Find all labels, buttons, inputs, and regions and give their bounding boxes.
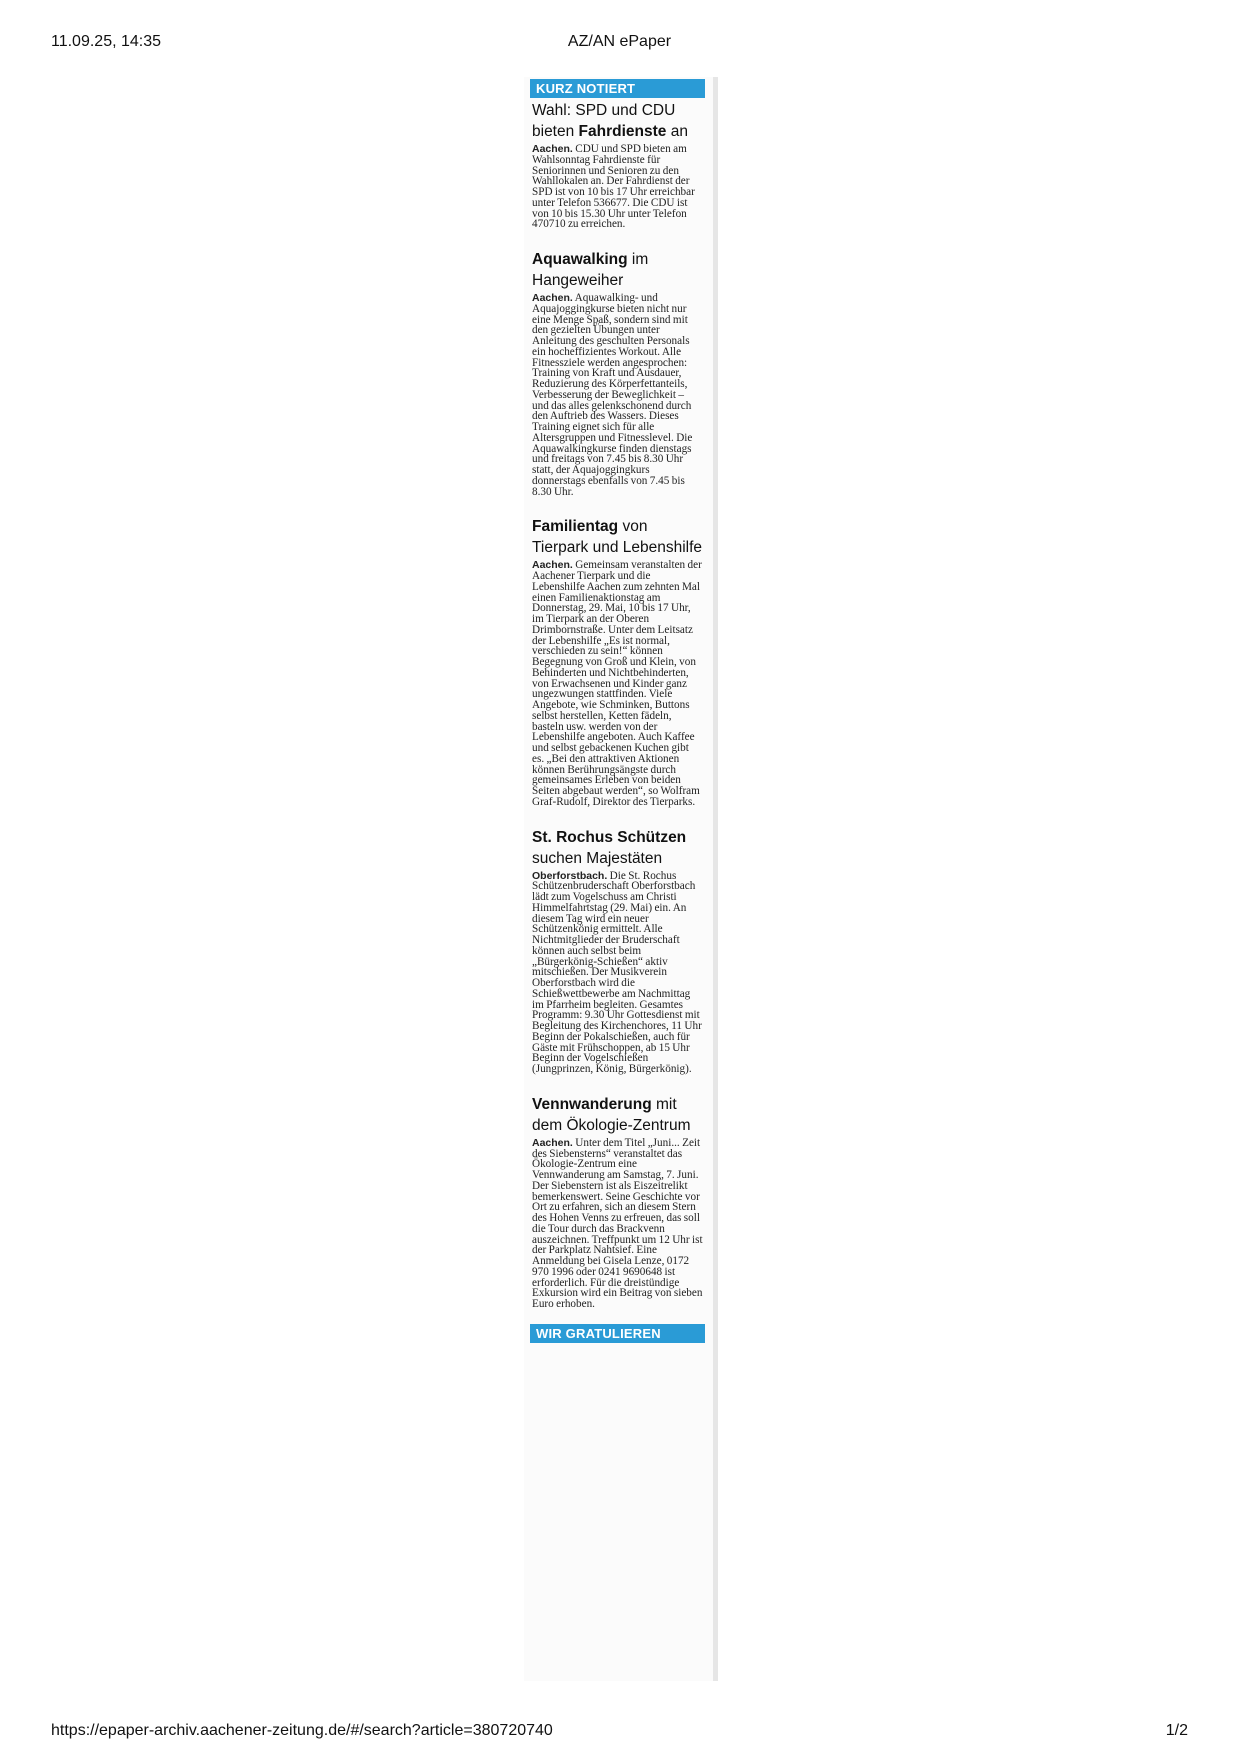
article-location: Aachen.: [532, 292, 573, 304]
article-text: Aquawalking- und Aquajoggingkurse bieten nicht nur eine Menge Spaß, sondern sind mit den gezielten Übungen unter Anleitung des geschulten Personals ein hocheffizientes Workout. Alle Fitnessziele werden angesprochen: Training von Kraft und Ausdauer, Reduzierung des Körperfettanteils, Verbesserung der Beweglichkeit – und das alles gelenkschonend durch den Auftrieb des Wassers. Dieses Training eignet sich für alle Altersgruppen und Fitnesslevel. Die Aquawalkingkurse finden dienstags und freitags von 7.45 bis 8.30 Uhr statt, der Aquajoggingkurs donnerstags ebenfalls von 7.45 bis 8.30 Uhr.: [532, 292, 693, 498]
newspaper-clipping: [524, 77, 718, 1681]
headline-bold: Vennwanderung: [532, 1095, 652, 1113]
article-headline: [532, 516, 703, 558]
next-section-band: WIR GRATULIEREN: [530, 1324, 705, 1343]
page-title: AZ/AN ePaper: [567, 33, 672, 50]
source-url: https://epaper-archiv.aachener-zeitung.de/#/search?article=380720740: [51, 1722, 553, 1739]
article-headline: [532, 827, 703, 869]
article-text: Gemeinsam veranstalten der Aachener Tierpark und die Lebenshilfe Aachen zum zehnten Mal einen Familienaktionstag am Donnerstag, 29. Mai, 10 bis 17 Uhr, im Tierpark an der Oberen Drimbornstraße. Unter dem Leitsatz der Lebenshilfe „Es ist normal, verschieden zu sein!“ können Begegnung von Groß und Klein, von Behinderten und Nichtbehinderten, von Erwachsenen und Kinder ganz ungezwungen stattfinden. Viele Angebote, wie Schminken, Buttons selbst herstellen, Ketten fädeln, basteln usw. werden von der Lebenshilfe angeboten. Auch Kaffee und selbst gebackenen Kuchen gibt es. „Bei den attraktiven Aktionen können Berührungsängste durch gemeinsames Erleben von beiden Seiten abgebaut werden“, so Wolfram Graf-Rudolf, Direktor des Tierparks.: [532, 559, 702, 808]
article: [524, 100, 713, 230]
article: [524, 827, 713, 1075]
article: [524, 249, 713, 497]
section-band: KURZ NOTIERT: [530, 79, 705, 98]
headline-bold: Fahrdienste: [578, 123, 667, 140]
print-datetime: 11.09.25, 14:35: [51, 33, 162, 50]
article-body: [532, 144, 703, 230]
article-location: Aachen.: [532, 143, 573, 155]
article-body: [532, 560, 703, 807]
headline-bold: St. Rochus Schützen: [532, 828, 687, 846]
article-text: CDU und SPD bieten am Wahlsonntag Fahrdienste für Seniorinnen und Senioren zu den Wahllokalen an. Der Fahrdienst der SPD ist von 10 bis 17 Uhr erreichbar unter Telefon 536677. Die CDU ist von 10 bis 15.30 Uhr unter Telefon 470710 zu erreichen.: [532, 143, 695, 231]
article-text: Die St. Rochus Schützenbruderschaft Oberforstbach lädt zum Vogelschuss am Christi Himmelfahrtstag (29. Mai) ein. An diesem Tag wird ein neuer Schützenkönig ermittelt. Alle Nichtmitglieder der Bruderschaft können auch selbst beim „Bürgerkönig-Schießen“ aktiv mitschießen. Der Musikverein Oberforstbach wird die Schießwettbewerbe am Nachmittag im Pfarrheim begleiten. Gesamtes Programm: 9.30 Uhr Gottesdienst mit Begleitung des Kirchenchores, 11 Uhr Beginn der Pokalschießen, auch für Gäste mit Frühschoppen, ab 15 Uhr Beginn der Vogelschießen (Jungprinzen, König, Bürgerkönig).: [532, 869, 702, 1075]
article-location: Aachen.: [532, 1136, 573, 1149]
article-location: Oberforstbach.: [532, 869, 608, 882]
article: [524, 516, 713, 807]
headline-post: an: [666, 123, 688, 140]
article-body: [532, 1138, 703, 1310]
headline-post: mit dem Ökologie-Zentrum: [532, 1095, 691, 1134]
headline-pre: Wahl: SPD und CDU bieten: [532, 102, 676, 140]
headline-bold: Aquawalking: [532, 251, 628, 268]
headline-post: im Hangeweiher: [532, 251, 649, 289]
article-text: Unter dem Titel „Juni... Zeit des Siebensterns“ veranstaltet das Ökologie-Zentrum eine Vennwanderung am Samstag, 7. Juni. Der Siebenstern ist als Eiszeitrelikt bemerkenswert. Seine Geschichte vor Ort zu erfahren, sich an diesem Stern des Hohen Venns zu erfreuen, das soll die Tour durch das Brackvenn auszeichnen. Treffpunkt um 12 Uhr ist der Parkplatz Nahtsief. Eine Anmeldung bei Gisela Lenze, 0172 970 1996 oder 0241 9690648 ist erforderlich. Für die dreistündige Exkursion wird ein Beitrag von sieben Euro erhoben.: [532, 1136, 703, 1310]
article-location: Aachen.: [532, 559, 573, 572]
page-number: 1/2: [1165, 1722, 1188, 1739]
headline-post: von Tierpark und Lebenshilfe: [532, 518, 703, 557]
article-body: [532, 293, 703, 497]
article-body: [532, 871, 703, 1075]
headline-bold: Familientag: [532, 518, 619, 536]
article-headline: [532, 249, 703, 291]
article: [524, 1094, 713, 1310]
article-headline: [532, 100, 703, 142]
article-headline: [532, 1094, 703, 1136]
headline-post: suchen Majestäten: [532, 849, 663, 867]
